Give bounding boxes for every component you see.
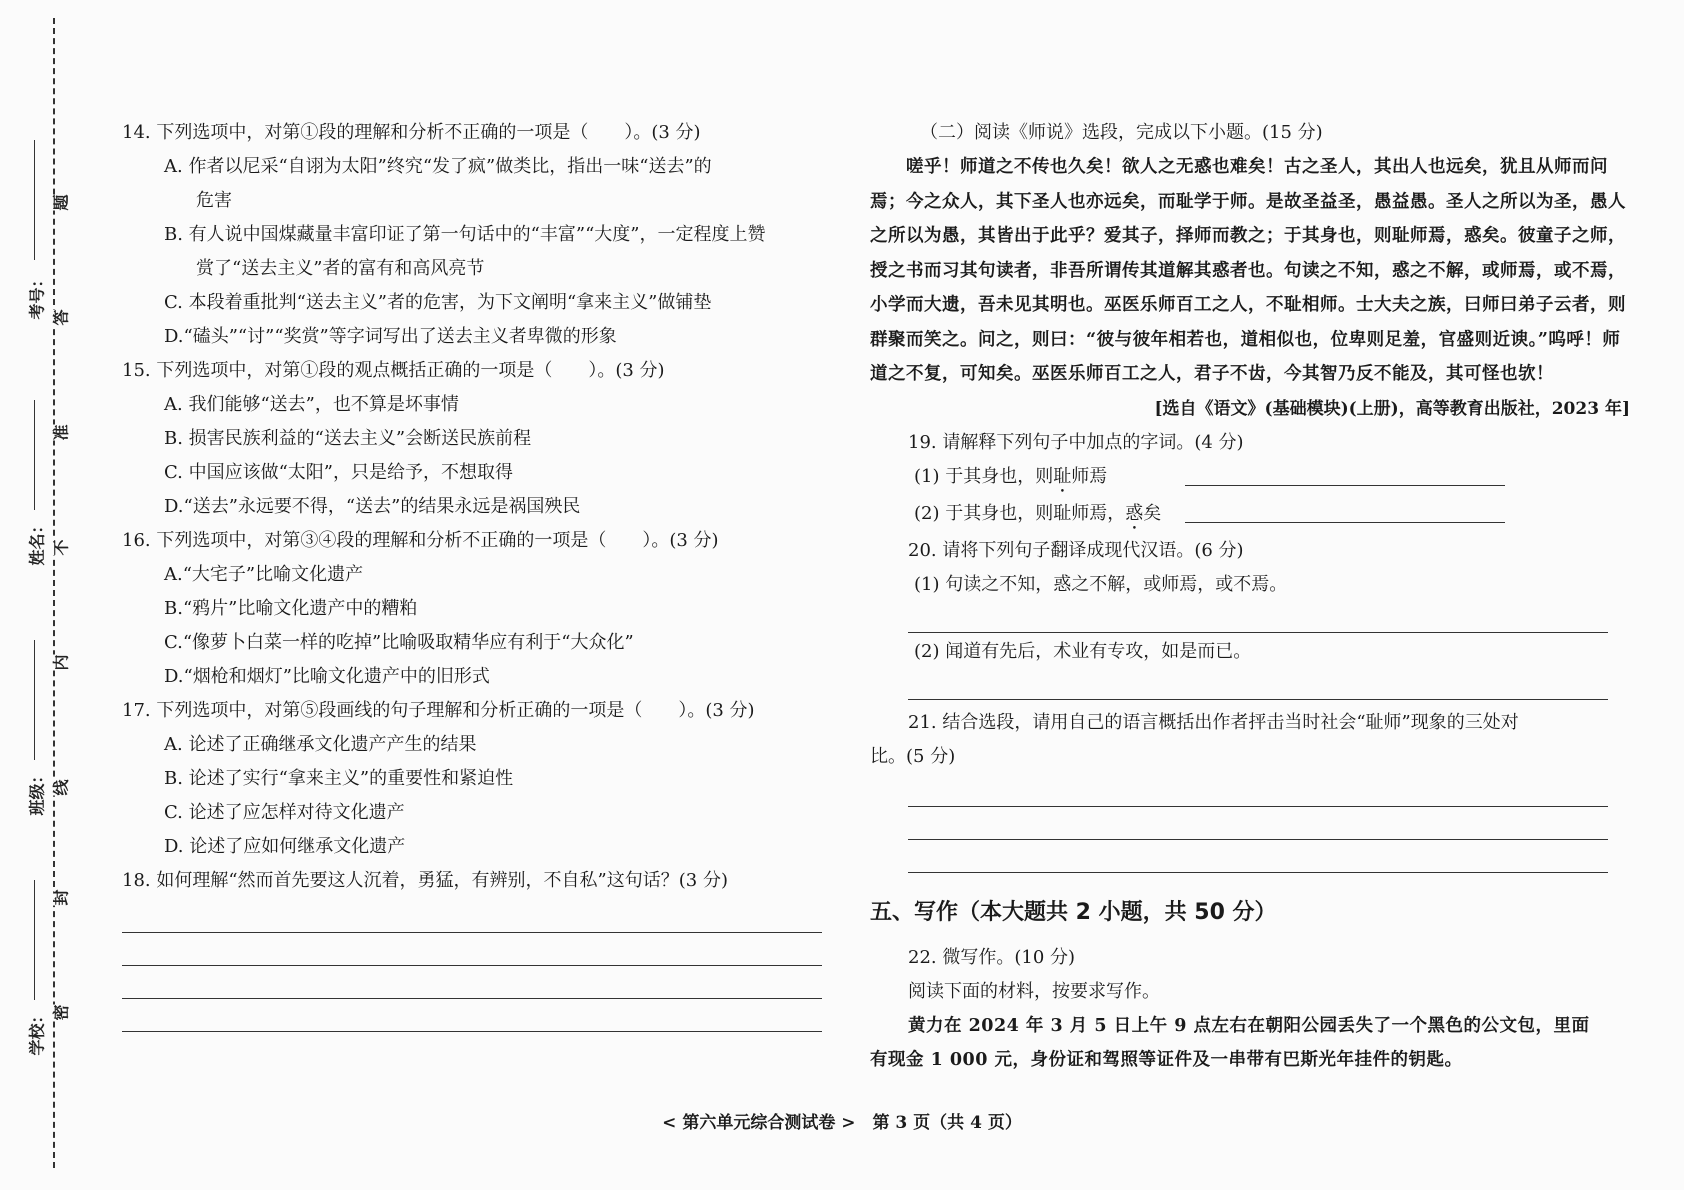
q18-answer-line[interactable] xyxy=(122,966,822,999)
class-field[interactable] xyxy=(34,640,35,760)
q18-answer-line[interactable] xyxy=(122,933,822,966)
q21-answer-line[interactable] xyxy=(908,774,1608,807)
question-19-stem: 19. 请解释下列句子中加点的字词。(4 分) xyxy=(908,431,1244,453)
question-21-stem: 21. 结合选段，请用自己的语言概括出作者抨击当时社会“耻师”现象的三处对 xyxy=(908,711,1519,733)
shishuo-passage: 嗟乎！师道之不传也久矣！欲人之无惑也难矣！古之圣人，其出人也远矣，犹且从师而问焉；今之众人，其下圣人也亦远矣，而耻学于师。是故圣益圣，愚益愚。圣人之所以为圣，愚人之所以为愚，其皆出于此乎？爱其子，择师而教之；于其身也，则耻师焉，惑矣。彼童子之师，授之书而习其句读者，非吾所谓传其道解其惑者也。句读之不知，惑之不解，或师焉，或不焉，小学而大遗，吾未见其明也。巫医乐师百工之人，不耻相师。士大夫之族，曰师曰弟子云者，则群聚而笑之。问之，则曰：“彼与彼年相若也，道相似也，位卑则足羞，官盛则近谀。”呜呼！师道之不复，可知矣。巫医乐师百工之人，君子不齿，今其智乃反不能及，其可怪也欤！ xyxy=(870,157,1626,384)
q21-answer-line[interactable] xyxy=(908,840,1608,873)
q19-item-2-dotted-char: 惑 xyxy=(1125,502,1144,524)
q17-option-d[interactable]: D. 论述了应如何继承文化遗产 xyxy=(164,836,406,857)
q19-item-2-answer-line[interactable] xyxy=(1185,504,1505,523)
question-22-stem: 22. 微写作。(10 分) xyxy=(908,946,1076,968)
q20-answer-line-2[interactable] xyxy=(908,669,1608,700)
section-5-title: 五、写作（本大题共 2 小题，共 50 分） xyxy=(870,899,1277,925)
question-14-stem: 14. 下列选项中，对第①段的理解和分析不正确的一项是（ ）。(3 分) xyxy=(122,122,701,143)
q14-option-d[interactable]: D.“磕头”“讨”“奖赏”等字词写出了送去主义者卑微的形象 xyxy=(164,326,617,347)
school-label: 学校： xyxy=(27,1007,47,1056)
seal-char: 准 xyxy=(48,424,73,440)
q17-option-b[interactable]: B. 论述了实行“拿来主义”的重要性和紧迫性 xyxy=(164,768,514,789)
question-21-stem-cont: 比。(5 分) xyxy=(870,745,956,767)
q19-item-2 xyxy=(870,497,1630,534)
question-18-stem: 18. 如何理解“然而首先要这人沉着，勇猛，有辨别，不自私”这句话？(3 分) xyxy=(122,870,728,891)
seal-char: 内 xyxy=(48,654,73,670)
q15-option-d[interactable]: D.“送去”永远要不得，“送去”的结果永远是祸国殃民 xyxy=(164,496,581,517)
exam-number-label: 考号： xyxy=(27,271,47,320)
q17-option-c[interactable]: C. 论述了应怎样对待文化遗产 xyxy=(164,802,405,823)
q19-item-1-pre: (1) 于其身也，则 xyxy=(914,465,1054,487)
q15-option-b[interactable]: B. 损害民族利益的“送去主义”会断送民族前程 xyxy=(164,428,532,449)
question-16-stem: 16. 下列选项中，对第③④段的理解和分析不正确的一项是（ ）。(3 分) xyxy=(122,530,719,551)
question-17-stem: 17. 下列选项中，对第⑤段画线的句子理解和分析正确的一项是（ ）。(3 分) xyxy=(122,700,755,721)
q19-item-2-post: 矣 xyxy=(1143,502,1162,524)
q14-option-a[interactable]: A. 作者以尼采“自诩为太阳”终究“发了疯”做类比，指出一味“送去”的 xyxy=(164,156,712,177)
q18-answer-line[interactable] xyxy=(122,898,822,933)
seal-char: 封 xyxy=(48,889,73,905)
q15-option-a[interactable]: A. 我们能够“送去”，也不算是坏事情 xyxy=(164,394,459,415)
name-field[interactable] xyxy=(34,400,35,510)
school-field[interactable] xyxy=(34,880,35,1000)
q19-item-2-pre: (2) 于其身也，则耻师焉， xyxy=(914,502,1126,524)
page-footer: < 第六单元综合测试卷 > 第 3 页（共 4 页） xyxy=(662,1113,1022,1133)
q15-option-c[interactable]: C. 中国应该做“太阳”，只是给予，不想取得 xyxy=(164,462,513,483)
seal-char: 答 xyxy=(48,309,73,325)
right-column xyxy=(870,116,1630,1078)
q18-answer-line[interactable] xyxy=(122,999,822,1032)
name-label: 姓名： xyxy=(27,517,47,566)
q16-option-a[interactable]: A.“大宅子”比喻文化遗产 xyxy=(164,564,364,585)
exam-number-field[interactable] xyxy=(34,140,35,260)
seal-char: 线 xyxy=(48,779,73,795)
q22-material-line-1: 黄力在 2024 年 3 月 5 日上午 9 点左右在朝阳公园丢失了一个黑色的公文包，里面 xyxy=(908,1015,1590,1036)
passage-source: [选自《语文》(基础模块)(上册)，高等教育出版社，2023 年] xyxy=(1154,398,1630,419)
q16-option-d[interactable]: D.“烟枪和烟灯”比喻文化遗产中的旧形式 xyxy=(164,666,490,687)
q14-option-a-cont: 危害 xyxy=(196,190,232,211)
class-label: 班级： xyxy=(27,767,47,816)
q21-answer-line[interactable] xyxy=(908,807,1608,840)
q20-sentence-1: (1) 句读之不知，惑之不解，或师焉，或不焉。 xyxy=(914,573,1288,595)
q20-sentence-2: (2) 闻道有先后，术业有专攻，如是而已。 xyxy=(914,640,1252,662)
binding-dashed-line xyxy=(53,18,55,1168)
seal-char: 题 xyxy=(48,194,73,210)
left-column xyxy=(122,116,822,1032)
q22-instruction: 阅读下面的材料，按要求写作。 xyxy=(908,980,1160,1002)
q14-option-c[interactable]: C. 本段着重批判“送去主义”者的危害，为下文阐明“拿来主义”做铺垫 xyxy=(164,292,712,313)
q19-item-1-post: 师焉 xyxy=(1071,465,1108,487)
q19-item-1-dotted-char: 耻 xyxy=(1053,465,1072,487)
q22-material-line-2: 有现金 1 000 元，身份证和驾照等证件及一串带有巴斯光年挂件的钥匙。 xyxy=(870,1050,1463,1070)
q16-option-b[interactable]: B.“鸦片”比喻文化遗产中的糟粕 xyxy=(164,598,418,619)
q19-item-1-answer-line[interactable] xyxy=(1185,467,1505,486)
seal-char: 不 xyxy=(48,539,73,555)
question-15-stem: 15. 下列选项中，对第①段的观点概括正确的一项是（ ）。(3 分) xyxy=(122,360,665,381)
q17-option-a[interactable]: A. 论述了正确继承文化遗产产生的结果 xyxy=(164,734,477,755)
seal-char: 密 xyxy=(48,1004,73,1020)
q19-item-1 xyxy=(870,460,1630,497)
q14-option-b[interactable]: B. 有人说中国煤藏量丰富印证了第一句话中的“丰富”“大度”，一定程度上赞 xyxy=(164,224,766,245)
q20-answer-line-1[interactable] xyxy=(908,602,1608,633)
q16-option-c[interactable]: C.“像萝卜白菜一样的吃掉”比喻吸取精华应有利于“大众化” xyxy=(164,632,634,653)
q14-option-b-cont: 赏了“送去主义”者的富有和高风亮节 xyxy=(196,258,485,279)
part2-title: （二）阅读《师说》选段，完成以下小题。(15 分) xyxy=(920,122,1323,143)
question-20-stem: 20. 请将下列句子翻译成现代汉语。(6 分) xyxy=(908,539,1244,561)
